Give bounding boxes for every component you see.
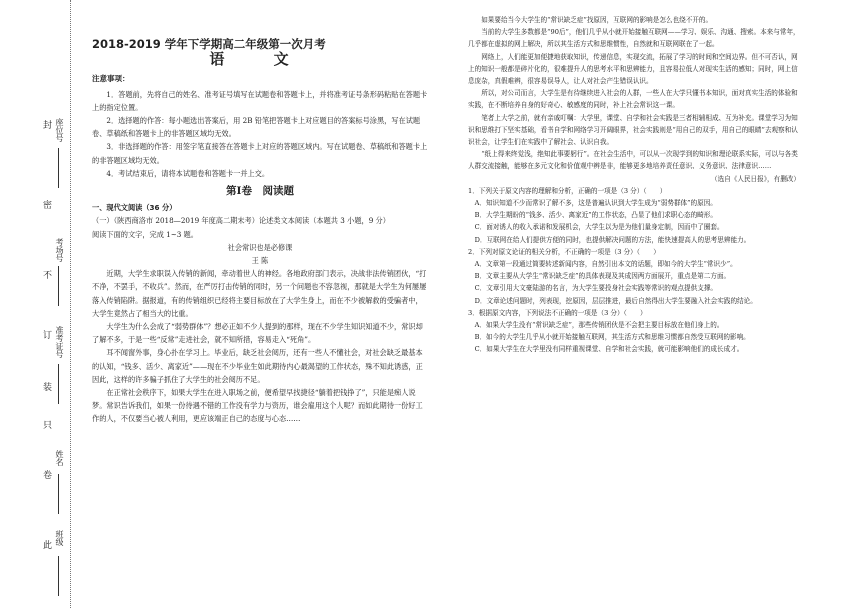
note-item: 4．考试结束后，请将本试题卷和答题卡一并上交。: [106, 168, 270, 178]
instruction: 阅读下面的文字，完成 1~3 题。: [92, 229, 198, 239]
note-item: 2．选择题的作答：每小题选出答案后，用 2B 铅笔把答题卡上对应题目的答案标号涂黑，写在试题卷、草稿纸和答题卡上的非答题区域均无效。: [92, 116, 421, 139]
question-option: C．如果大学生在大学里没有同样重视课堂、自学和社会实践，就可能影响他们的成长成才。: [474, 345, 744, 354]
binding-cut-text: 卷: [41, 470, 51, 479]
question-option: C．面对诱人的收入承诺和发展机会，大学生以为是为他们量身定制，因而中了圈套。: [474, 223, 724, 232]
part-title: 第Ⅰ卷 阅读题: [226, 185, 294, 198]
question-option: A．文章第一段通过简要转述新闻内容，自然引出本文的话题，即如今的大学生“常识少”。: [474, 260, 737, 269]
binding-margin: [0, 0, 82, 608]
name-label: 姓名: [55, 450, 64, 466]
question-option: A．知识知道不少而常识了解不多，这是普遍认识到大学生成为“弱势群体”的原因。: [474, 199, 717, 208]
binding-cut-text: 封: [41, 120, 51, 129]
ticket-label: 准考证号: [55, 326, 64, 358]
class-field-line[interactable]: [58, 556, 59, 596]
binding-cut-text: 装: [41, 382, 51, 391]
seat-label: 座位号: [55, 118, 64, 142]
subsection-heading: （一）（陕西商洛市 2018—2019 年度高二期末考）论述类文本阅读（本题共 3 小题，9 分）: [92, 216, 390, 226]
ticket-field-line[interactable]: [58, 364, 59, 404]
exam-room-label: 考场号: [55, 238, 64, 262]
article-paragraph: 在正常社会秩序下，如果大学生在进入职场之前，便希望早找捷径“躺着把钱挣了”，只能是痴人说梦。常识告诉我们，如果一份待遇不错的工作没有学力与资历，谁会雇用这个人呢？而如此期待一份好工作的人，不仅要当心被人利用，更应该端正自己的态度与心态……: [92, 388, 423, 424]
question-option: C．文章引用大文豪陆游的名言，为大学生要投身社会实践等常识的观点提供支撑。: [474, 284, 718, 293]
question-option: D．互联网在给人们提供方便的同时，也提供解决问题的方法，能快速提高人的思考思辨能力。: [474, 235, 751, 244]
notes-heading: 注意事项：: [92, 74, 130, 84]
binding-dotted-line: [70, 0, 71, 608]
question-option: B．大学生期盼的“钱多、活少、离家近”的工作状态，凸显了他们求职心态的畸形。: [474, 211, 717, 220]
article-paragraph: 大学生为什么会成了“弱势群体”？想必正如不少人提到的那样，现在不少学生知识知道不少，常识却了解不多，于是一些“反常”走进社会，就不知所措，容易走入“死角”。: [92, 322, 423, 345]
question-option: D．文章论述问题时，列表现，挖原因，层层推进，最后自然得出大学生要融入社会实践的结论。: [474, 296, 757, 305]
question-option: B．文章主要从大学生“常识缺乏症”的具体表现及其成因两方面展开，重点是第二方面。: [474, 272, 731, 281]
binding-cut-text: 不: [41, 270, 51, 279]
article-source: （选自《人民日报》，有删改）: [710, 174, 800, 183]
article-paragraph: 如果要给当今大学生的“常识缺乏症”找原因，互联网的影响是怎么也绕不开的。: [481, 16, 713, 24]
left-column: [92, 14, 428, 426]
section-heading: 一、现代文阅读（36 分）: [92, 203, 177, 213]
question-option: A．如果大学生没有“常识缺乏症”，那些传销团伙是不会把主要目标放在他们身上的。: [474, 321, 724, 330]
binding-cut-text: 订: [41, 330, 51, 339]
question-option: B．如今的大学生几乎从小就开始接触互联网，其生活方式和思维习惯都自然受互联网的影响。: [474, 333, 750, 342]
article-paragraph: 耳不闻窗外事，身心扑在学习上。毕业后，缺乏社会阅历，还有一些人不懂社会，对社会缺乏最基本的认知，“钱多、活少、离家近”——现在不少毕业生如此期待内心最渴望的工作状态，殊不知此诱惑，正因此，这样的许多骗子抓住了大学生的社会阅历不足。: [92, 348, 423, 384]
article-author: 王 陈: [251, 256, 269, 266]
article-paragraph: “纸上得来终觉浅，绝知此事要躬行”。在社会生活中，可以从一次现学到的知识和理论联系实际，可以与各类人群交流接触，能够在多元文化和价值观中辨是非，能够更多地培养责任意识、义务意识、法律意识……: [468, 150, 798, 171]
question-stem: 2．下列对原文论证的相关分析，不正确的一项是（3 分）（ ）: [468, 247, 660, 256]
article-paragraph: 近期，大学生求职误入传销的新闻，牵动着世人的神经。各地政府部门表示，决战非法传销团伙，“打不净，不罢手，不收兵”。然而，在严厉打击传销的同时，另一个问题也不容忽视，那就是大学生为何屡屡落入传销陷阱。据报道，有的传销组织已经将主要目标放在了大学生身上，而在不少被解救的受骗者中，大学生竟然占了相当大的比重。: [92, 269, 427, 318]
note-item: 3．非选择题的作答：用签字笔直接答在答题卡上对应的答题区域内。写在试题卷、草稿纸和答题卡上的非答题区域均无效。: [92, 142, 428, 165]
question-stem: 3．根据原文内容，下列说法不正确的一项是（3 分）（ ）: [468, 308, 647, 317]
article-paragraph: 当前的大学生多数都是“90后”，他们几乎从小就开始接触互联网——学习、娱乐、沟通、搜索。本来与常年，几乎都在虚拟的网上解决，所以其生活方式和思维惯性，自然就和互联网联在了一起。: [468, 28, 800, 49]
subject-title: 语 文: [209, 50, 311, 69]
question-stem: 1．下列关于原文内容的理解和分析，正确的一项是（3 分）（ ）: [468, 186, 667, 195]
article-paragraph: 所以，对公司而言，大学生是有待继续进入社会的人群，一些人在大学只懂书本知识，面对真实生活的体验和实践，在不断培养自身的好奇心、敏感度的同时，补上社会常识这一课。: [468, 89, 798, 110]
right-column: [468, 14, 800, 356]
binding-cut-text: 此: [41, 540, 51, 549]
name-field-line[interactable]: [58, 474, 59, 514]
class-label: 班级: [55, 530, 64, 546]
seat-field-line[interactable]: [58, 148, 59, 188]
binding-cut-text: 密: [41, 200, 51, 209]
article-paragraph: 网络上，人们能更加便捷地获取知识，传递信息，实现交流，拓展了学习的时间和空间边界。但不可否认，网上的知识一般都是碎片化的，很难提升人的思考水平和思辨能力，且容易拉低人对现实生活的感知；同时，网上信息庞杂，真假难辨，很容易误导人，让人对社会产生错误认识。: [468, 52, 798, 86]
article-paragraph: 笔者上大学之前，就有亲戚叮嘱：大学里，课堂、自学和社会实践是三者相辅相成、互为补充。课堂学习为知识和思维打下坚实基础，看书自学和网络学习开阔眼界，社会实践则是“用自己的双手，用自己的眼睛”去观察和认识社会，让学生们在实践中了解社会、认识自我。: [468, 113, 798, 147]
note-item: 1．答题前，先将自己的姓名、准考证号填写在试题卷和答题卡上，并将准考证号条形码粘贴在答题卡上的指定位置。: [92, 89, 428, 112]
exam-title: 2018-2019 学年下学期高二年级第一次月考: [92, 37, 326, 51]
article-title: 社会常识也是必修课: [227, 242, 293, 252]
binding-cut-text: 只: [41, 420, 51, 429]
exam-room-field-line[interactable]: [58, 266, 59, 306]
